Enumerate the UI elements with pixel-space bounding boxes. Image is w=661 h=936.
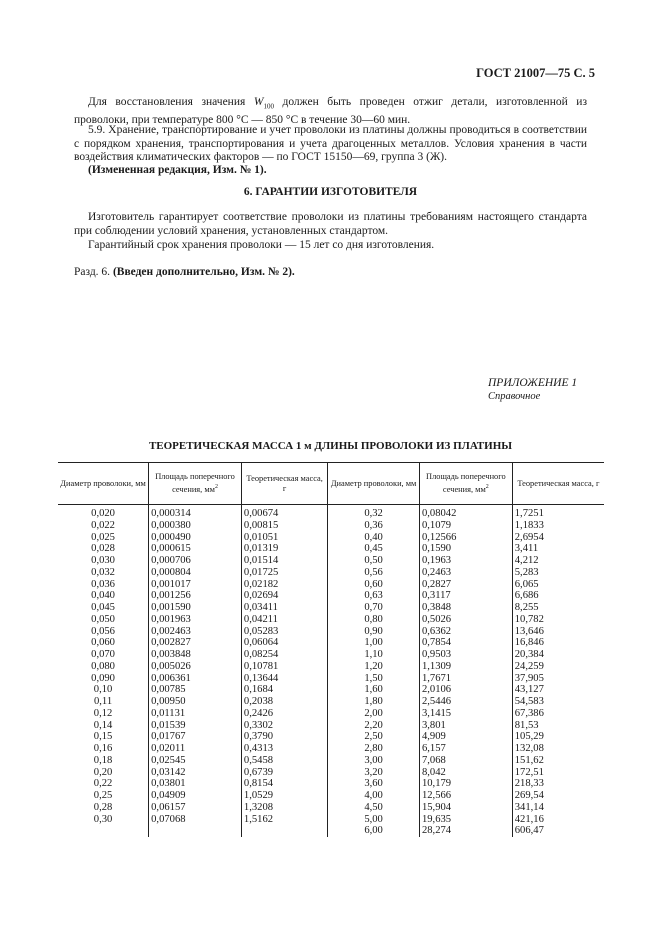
table-cell: 5,283 (512, 567, 604, 579)
table-cell: 0,000706 (149, 555, 242, 567)
table-cell: 0,1684 (241, 684, 327, 696)
table-cell: 0,1590 (419, 543, 512, 555)
header-mass: Теоретическая масса, г (241, 463, 327, 505)
table-cell: 0,005026 (149, 661, 242, 673)
table-cell: 0,1079 (419, 520, 512, 532)
table-cell: 5,00 (328, 814, 420, 826)
table-row (58, 649, 604, 661)
table-cell: 6,00 (328, 825, 420, 837)
table-cell: 6,157 (419, 743, 512, 755)
table-row (58, 755, 604, 767)
table-cell: 0,3848 (419, 602, 512, 614)
table-row (58, 743, 604, 755)
table-cell: 0,000615 (149, 543, 242, 555)
table-cell: 0,4313 (241, 743, 327, 755)
table-cell: 0,028 (91, 543, 115, 555)
table-cell: 1,60 (328, 684, 420, 696)
table-cell: 4,212 (512, 555, 604, 567)
table-cell: 606,47 (512, 825, 604, 837)
table-cell: 1,1309 (419, 661, 512, 673)
table-cell: 0,63 (328, 590, 420, 602)
table-cell: 0,32 (328, 505, 420, 520)
table-cell: 0,08254 (241, 649, 327, 661)
table-cell: 0,9503 (419, 649, 512, 661)
table-cell: 0,04211 (241, 614, 327, 626)
table-cell: 2,5446 (419, 696, 512, 708)
table-cell: 0,02011 (149, 743, 242, 755)
table-cell: 0,08042 (419, 505, 512, 520)
table-cell: 0,6739 (241, 767, 327, 779)
table-cell: 0,60 (328, 579, 420, 591)
table-cell: 67,386 (512, 708, 604, 720)
table-cell: 0,12566 (419, 532, 512, 544)
table-row (58, 708, 604, 720)
table-row (58, 814, 604, 826)
table-row (58, 505, 604, 520)
section-title: 6. ГАРАНТИИ ИЗГОТОВИТЕЛЯ (243, 186, 418, 198)
table-cell: 269,54 (512, 790, 604, 802)
table-cell: 3,411 (512, 543, 604, 555)
paragraph-annealing (74, 96, 587, 127)
table-cell: 0,01514 (241, 555, 327, 567)
table-cell: 0,1963 (419, 555, 512, 567)
table-cell: 0,060 (91, 637, 115, 649)
table-cell: 0,70 (328, 602, 420, 614)
w-symbol: W (253, 96, 264, 108)
table-cell: 132,08 (512, 743, 604, 755)
table-cell (58, 825, 149, 837)
table-cell: 8,255 (512, 602, 604, 614)
table-cell: 0,002827 (149, 637, 242, 649)
table-cell: 0,90 (328, 626, 420, 638)
paragraph-storage: 5.9. Хранение, транспортирование и учет проволоки из платины должны проводиться в соответствии с порядком хранения, транспортирования и учета драгоценных металлов. Условия хранения в части воздействия климатических факторов — по ГОСТ 15150—69, группа 3 (Ж). (74, 124, 587, 164)
table-cell: 1,5162 (241, 814, 327, 826)
table-cell: 2,00 (328, 708, 420, 720)
table-cell: 54,583 (512, 696, 604, 708)
table-row (58, 825, 604, 837)
table-cell: 7,068 (419, 755, 512, 767)
header-area-2-sup: 2 (485, 484, 489, 491)
table-cell: 0,45 (328, 543, 420, 555)
header-area (149, 463, 242, 505)
table-row (58, 696, 604, 708)
table-cell: 10,179 (419, 778, 512, 790)
table-cell: 3,1415 (419, 708, 512, 720)
table-cell: 2,50 (328, 731, 420, 743)
table-row (58, 590, 604, 602)
table-cell: 0,15 (93, 731, 113, 743)
header-area-sup: 2 (214, 484, 218, 491)
table-cell: 0,40 (328, 532, 420, 544)
appendix-label (488, 377, 577, 403)
table-cell: 0,01725 (241, 567, 327, 579)
table-cell: 16,846 (512, 637, 604, 649)
table-cell: 4,00 (328, 790, 420, 802)
table-cell: 3,801 (419, 720, 512, 732)
table-cell: 0,3790 (241, 731, 327, 743)
table-cell: 1,7671 (419, 673, 512, 685)
table-row (58, 778, 604, 790)
table-cell: 0,001256 (149, 590, 242, 602)
table-cell: 0,18 (93, 754, 113, 766)
table-cell: 0,00785 (149, 684, 242, 696)
table-cell: 0,030 (91, 555, 115, 566)
table-cell: 0,10 (93, 684, 113, 696)
table-cell: 0,020 (91, 508, 115, 519)
table-title: ТЕОРЕТИЧЕСКАЯ МАССА 1 м ДЛИНЫ ПРОВОЛОКИ ИЗ ПЛАТИНЫ (148, 440, 513, 452)
header-mass-2: Теоретическая масса, г (512, 463, 604, 505)
table-cell: 0,80 (328, 614, 420, 626)
table-row (58, 731, 604, 743)
table-cell: 0,01767 (149, 731, 242, 743)
table-cell: 0,036 (91, 578, 115, 590)
table-cell: 0,022 (91, 519, 115, 531)
table-cell: 0,00815 (241, 520, 327, 532)
table-cell: 0,050 (91, 613, 115, 625)
table-cell: 0,3302 (241, 720, 327, 732)
table-cell: 1,1833 (512, 520, 604, 532)
table-cell: 2,20 (328, 720, 420, 732)
table-cell: 0,5458 (241, 755, 327, 767)
table-cell: 6,065 (512, 579, 604, 591)
table-cell: 1,00 (328, 637, 420, 649)
table-cell: 0,02694 (241, 590, 327, 602)
table-cell: 4,909 (419, 731, 512, 743)
table-cell: 3,00 (328, 755, 420, 767)
table-cell: 0,36 (328, 520, 420, 532)
table-cell: 3,60 (328, 778, 420, 790)
table-cell: 0,02545 (149, 755, 242, 767)
table-row (58, 614, 604, 626)
table-row (58, 720, 604, 732)
table-cell: 0,045 (91, 602, 115, 613)
table-cell: 0,5026 (419, 614, 512, 626)
table-cell: 0,12 (93, 707, 113, 719)
table-cell: 0,06064 (241, 637, 327, 649)
table-cell: 6,686 (512, 590, 604, 602)
table-body (58, 505, 604, 838)
table-cell: 0,001017 (149, 579, 242, 591)
table-row (58, 602, 604, 614)
table-cell: 0,02182 (241, 579, 327, 591)
table-cell: 10,782 (512, 614, 604, 626)
table-cell: 20,384 (512, 649, 604, 661)
table-cell: 2,6954 (512, 532, 604, 544)
table-row (58, 661, 604, 673)
table-cell: 172,51 (512, 767, 604, 779)
table-cell: 0,8154 (241, 778, 327, 790)
table-cell: 0,2463 (419, 567, 512, 579)
table-cell: 4,50 (328, 802, 420, 814)
table-cell: 0,056 (91, 625, 115, 637)
table-cell: 0,50 (328, 555, 420, 567)
table-row (58, 579, 604, 591)
table-cell: 0,22 (93, 778, 113, 790)
table-cell: 0,30 (93, 813, 113, 825)
table-cell: 0,28 (93, 801, 113, 813)
table-cell: 0,11 (93, 696, 113, 707)
table-cell (149, 825, 242, 837)
header-diameter-2: Диаметр проволоки, мм (328, 463, 420, 505)
mass-table (58, 462, 604, 837)
table-cell: 0,000314 (149, 505, 242, 520)
table-cell: 0,10781 (241, 661, 327, 673)
table-cell: 0,006361 (149, 673, 242, 685)
table-cell: 341,14 (512, 802, 604, 814)
table-cell: 0,13644 (241, 673, 327, 685)
paragraph-annealing-end: должен быть проведен отжиг детали, изготовленной из проволоки, при температуре 800 °С — 850 °С в течение 30—60 мин. (74, 96, 587, 126)
table-cell (241, 825, 327, 837)
table-row (58, 520, 604, 532)
table-cell: 0,003848 (149, 649, 242, 661)
table-row (58, 802, 604, 814)
table-cell: 28,274 (419, 825, 512, 837)
table-cell: 0,56 (328, 567, 420, 579)
table-cell: 0,03142 (149, 767, 242, 779)
amendment-note-1: (Измененная редакция, Изм. № 1). (88, 164, 267, 176)
header-diameter: Диаметр проволоки, мм (58, 463, 149, 505)
header-area-label: Площадь поперечного сечения, мм (155, 472, 235, 494)
table-cell: 0,00950 (149, 696, 242, 708)
table-cell: 0,025 (91, 531, 115, 543)
table-cell: 0,04909 (149, 790, 242, 802)
header-area-2-label: Площадь поперечного сечения, мм (426, 472, 506, 494)
table-row (58, 790, 604, 802)
table-cell: 0,001963 (149, 614, 242, 626)
table-cell: 1,3208 (241, 802, 327, 814)
table-row (58, 626, 604, 638)
table-cell: 19,635 (419, 814, 512, 826)
table-row (58, 543, 604, 555)
table-row (58, 532, 604, 544)
table-cell: 0,002463 (149, 626, 242, 638)
table-cell: 0,16 (93, 743, 113, 754)
table-cell: 0,032 (91, 566, 115, 578)
table-cell: 218,33 (512, 778, 604, 790)
table-cell: 0,01539 (149, 720, 242, 732)
section-note (74, 266, 587, 280)
table-cell: 0,6362 (419, 626, 512, 638)
header-area-2 (419, 463, 512, 505)
table-cell: 0,040 (91, 590, 115, 602)
table-header-row (58, 463, 604, 505)
table-cell: 8,042 (419, 767, 512, 779)
table-cell: 0,2038 (241, 696, 327, 708)
table-cell: 37,905 (512, 673, 604, 685)
table-cell: 0,000490 (149, 532, 242, 544)
page-header: ГОСТ 21007—75 С. 5 (476, 66, 595, 80)
table-cell: 15,904 (419, 802, 512, 814)
paragraph-guarantee: Изготовитель гарантирует соответствие проволоки из платины требованиям настоящего стандарта при соблюдении условий хранения, установленных стандартом. (74, 211, 587, 237)
table-row (58, 767, 604, 779)
table-cell: 0,3117 (419, 590, 512, 602)
table-cell: 2,0106 (419, 684, 512, 696)
table-cell: 105,29 (512, 731, 604, 743)
table-cell: 151,62 (512, 755, 604, 767)
table-cell: 0,001590 (149, 602, 242, 614)
table-row (58, 637, 604, 649)
table-row (58, 567, 604, 579)
table-cell: 0,00674 (241, 505, 327, 520)
table-cell: 0,03801 (149, 778, 242, 790)
table-cell: 0,080 (91, 660, 115, 672)
table-cell: 12,566 (419, 790, 512, 802)
table-cell: 0,05283 (241, 626, 327, 638)
table-cell: 0,7854 (419, 637, 512, 649)
table-row (58, 555, 604, 567)
table-cell: 0,01131 (149, 708, 242, 720)
table-cell: 2,80 (328, 743, 420, 755)
table-row (58, 673, 604, 685)
table-cell: 0,07068 (149, 814, 242, 826)
table-cell: 1,10 (328, 649, 420, 661)
table-cell: 0,01051 (241, 532, 327, 544)
w-subscript: 100 (263, 102, 274, 111)
table-cell: 0,06157 (149, 802, 242, 814)
paragraph-shelf-life: Гарантийный срок хранения проволоки — 15 лет со дня изготовления. (88, 239, 435, 251)
amendment-note-2: (Введен дополнительно, Изм. № 2). (112, 266, 295, 278)
table-cell: 3,20 (328, 767, 420, 779)
table-cell: 1,7251 (512, 505, 604, 520)
table-cell: 0,03411 (241, 602, 327, 614)
appendix-title: ПРИЛОЖЕНИЕ 1 (488, 377, 578, 389)
table-cell: 0,090 (91, 672, 115, 684)
table-cell: 1,0529 (241, 790, 327, 802)
table-cell: 81,53 (512, 720, 604, 732)
table-cell: 421,16 (512, 814, 604, 826)
table-cell: 0,000804 (149, 567, 242, 579)
table-cell: 0,2426 (241, 708, 327, 720)
table-cell: 24,259 (512, 661, 604, 673)
table-cell: 13,646 (512, 626, 604, 638)
table-cell: 0,2827 (419, 579, 512, 591)
paragraph-annealing-start: Для восстановления значения (88, 96, 254, 108)
table-cell: 1,50 (328, 673, 420, 685)
table-row (58, 684, 604, 696)
table-cell: 0,000380 (149, 520, 242, 532)
section-note-ref: Разд. 6. (74, 266, 113, 278)
table-cell: 43,127 (512, 684, 604, 696)
table-cell: 0,070 (91, 649, 115, 660)
table-cell: 0,14 (93, 719, 113, 731)
table-cell: 0,01319 (241, 543, 327, 555)
table-cell: 0,20 (93, 766, 113, 778)
table-cell: 0,25 (93, 790, 113, 801)
table-cell: 1,20 (328, 661, 420, 673)
appendix-subtitle: Справочное (488, 391, 541, 402)
table-cell: 1,80 (328, 696, 420, 708)
